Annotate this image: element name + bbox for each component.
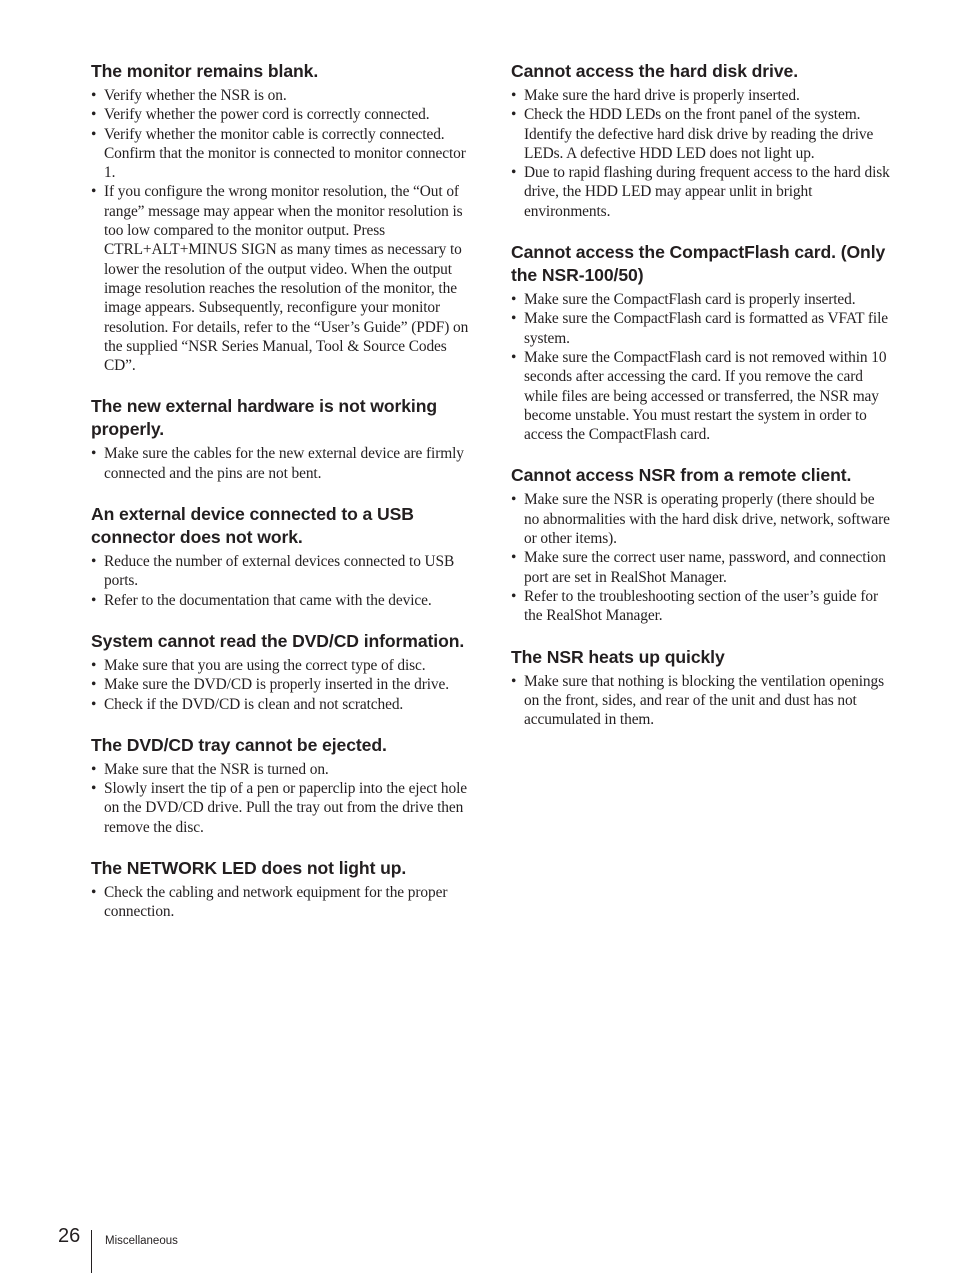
bullet-icon: • — [91, 780, 97, 798]
bullet-icon: • — [91, 106, 97, 124]
troubleshooting-section — [511, 241, 891, 444]
bullet-icon: • — [91, 656, 97, 674]
list-item — [91, 125, 469, 183]
list-item-text: Make sure that the NSR is turned on. — [104, 760, 329, 778]
list-item — [91, 552, 469, 591]
troubleshooting-section — [91, 60, 469, 375]
section-heading: The NSR heats up quickly — [511, 646, 725, 667]
troubleshooting-section — [91, 630, 469, 714]
bullet-icon: • — [91, 553, 97, 571]
section-heading: The DVD/CD tray cannot be ejected. — [91, 734, 387, 755]
list-item-text: Due to rapid flashing during frequent access to the hard disk drive, the HDD LED may appear unlit in bright environments. — [524, 164, 890, 220]
bullet-list — [91, 552, 469, 610]
list-item — [91, 779, 469, 837]
list-item-text: Make sure that nothing is blocking the ventilation openings on the front, sides, and rear of the unit and dust has not accumulated in them. — [524, 672, 884, 729]
list-item-text: Slowly insert the tip of a pen or paperclip into the eject hole on the DVD/CD drive. Pull the tray out from the drive then remove the disc. — [104, 780, 467, 836]
list-item-text: Make sure the cables for the new external device are firmly connected and the pins are not bent. — [104, 445, 464, 482]
bullet-list — [511, 86, 891, 221]
list-item — [91, 760, 469, 779]
list-item — [91, 86, 469, 105]
list-item — [511, 490, 891, 548]
bullet-icon: • — [91, 760, 97, 778]
list-item-text: If you configure the wrong monitor resolution, the “Out of range” message may appear when the monitor resolution is too low compared to the monitor output. Press CTRL+ALT+MINUS SIGN as many times as necessary to lower the resolution of the output video. When the output image resolution reaches the resolution of the monitor, the image appears. Subsequently, reconfigure your monitor resolution. For details, refer to the “User’s Guide” (PDF) on the supplied “NSR Series Manual, Tool & Source Codes CD”. — [104, 183, 469, 375]
list-item-text: Make sure the hard drive is properly inserted. — [524, 87, 800, 104]
list-item-text: Verify whether the monitor cable is correctly connected. Confirm that the monitor is connected to monitor connector 1. — [104, 125, 466, 182]
list-item-text: Verify whether the NSR is on. — [104, 87, 287, 104]
section-heading: The monitor remains blank. — [91, 61, 319, 81]
list-item — [511, 105, 891, 163]
section-heading: The new external hardware is not working properly. — [91, 396, 438, 440]
footer-divider — [91, 1230, 92, 1273]
list-item — [91, 883, 469, 922]
list-item-text: Make sure the CompactFlash card is properly inserted. — [524, 291, 856, 309]
list-item — [91, 656, 469, 675]
troubleshooting-section — [91, 734, 469, 837]
bullet-list — [511, 672, 891, 730]
section-heading: Cannot access the CompactFlash card. (Only the NSR-100/50) — [511, 242, 886, 286]
bullet-icon: • — [511, 348, 517, 366]
list-item — [91, 105, 469, 124]
bullet-icon: • — [511, 87, 517, 104]
list-item — [91, 591, 469, 610]
bullet-icon: • — [91, 445, 97, 463]
list-item — [511, 348, 891, 444]
list-item-text: Make sure the correct user name, password, and connection port are set in RealShot Manager. — [524, 549, 886, 586]
bullet-list — [511, 490, 891, 625]
bullet-icon: • — [91, 183, 97, 201]
bullet-icon: • — [511, 106, 517, 124]
bullet-icon: • — [91, 125, 97, 143]
troubleshooting-section — [91, 503, 469, 610]
list-item-text: Refer to the documentation that came with the device. — [104, 591, 432, 609]
list-item-text: Verify whether the power cord is correctly connected. — [104, 106, 430, 124]
list-item-text: Make sure the DVD/CD is properly inserted in the drive. — [104, 676, 449, 694]
list-item-text: Reduce the number of external devices connected to USB ports. — [104, 553, 455, 590]
troubleshooting-section — [511, 646, 891, 730]
list-item — [91, 444, 469, 483]
bullet-list — [91, 760, 469, 837]
bullet-icon: • — [91, 884, 97, 902]
page-number: 26 — [58, 1225, 81, 1247]
bullet-list — [91, 444, 469, 483]
bullet-icon: • — [91, 695, 97, 713]
list-item-text: Refer to the troubleshooting section of the user’s guide for the RealShot Manager. — [524, 587, 879, 625]
bullet-icon: • — [511, 310, 517, 328]
footer-section-label: Miscellaneous — [105, 1235, 178, 1247]
list-item — [511, 587, 891, 626]
bullet-list — [91, 656, 469, 714]
bullet-icon: • — [511, 291, 517, 309]
bullet-list — [91, 86, 469, 375]
list-item-text: Check the cabling and network equipment for the proper connection. — [104, 884, 448, 921]
list-item — [511, 290, 891, 309]
list-item-text: Check if the DVD/CD is clean and not scratched. — [104, 695, 404, 713]
bullet-icon: • — [91, 591, 97, 609]
list-item — [91, 675, 469, 694]
bullet-list — [511, 290, 891, 444]
bullet-icon: • — [91, 676, 97, 694]
list-item-text: Make sure that you are using the correct type of disc. — [104, 656, 426, 674]
bullet-icon: • — [511, 672, 517, 690]
list-item — [511, 86, 891, 105]
list-item — [91, 695, 469, 714]
troubleshooting-section — [511, 464, 891, 625]
section-heading: System cannot read the DVD/CD information. — [91, 630, 465, 651]
list-item-text: Make sure the CompactFlash card is not removed within 10 seconds after accessing the card. If you remove the card while files are being accessed or transferred, the NSR may become unstable. You must restart the system in order to access the CompactFlash card. — [524, 348, 887, 444]
bullet-icon: • — [511, 549, 517, 567]
left-column — [91, 60, 469, 942]
list-item-text: Make sure the CompactFlash card is formatted as VFAT file system. — [524, 310, 889, 347]
section-heading: An external device connected to a USB connector does not work. — [91, 504, 414, 548]
troubleshooting-section — [91, 857, 469, 922]
list-item — [91, 182, 469, 375]
list-item — [511, 309, 891, 348]
list-item — [511, 672, 891, 730]
list-item-text: Check the HDD LEDs on the front panel of the system. Identify the defective hard disk drive by reading the drive LEDs. A defective HDD LED does not light up. — [524, 106, 874, 162]
section-heading: The NETWORK LED does not light up. — [91, 858, 407, 879]
bullet-icon: • — [91, 87, 97, 104]
right-column — [511, 60, 891, 749]
bullet-list — [91, 883, 469, 922]
troubleshooting-section — [511, 60, 891, 221]
section-heading: Cannot access NSR from a remote client. — [511, 465, 852, 486]
list-item — [511, 548, 891, 587]
list-item — [511, 163, 891, 221]
section-heading: Cannot access the hard disk drive. — [511, 61, 799, 81]
bullet-icon: • — [511, 164, 517, 182]
list-item-text: Make sure the NSR is operating properly (there should be no abnormalities with the hard disk drive, network, software or other items). — [524, 491, 890, 548]
bullet-icon: • — [511, 491, 517, 509]
troubleshooting-section — [91, 395, 469, 483]
bullet-icon: • — [511, 587, 517, 605]
